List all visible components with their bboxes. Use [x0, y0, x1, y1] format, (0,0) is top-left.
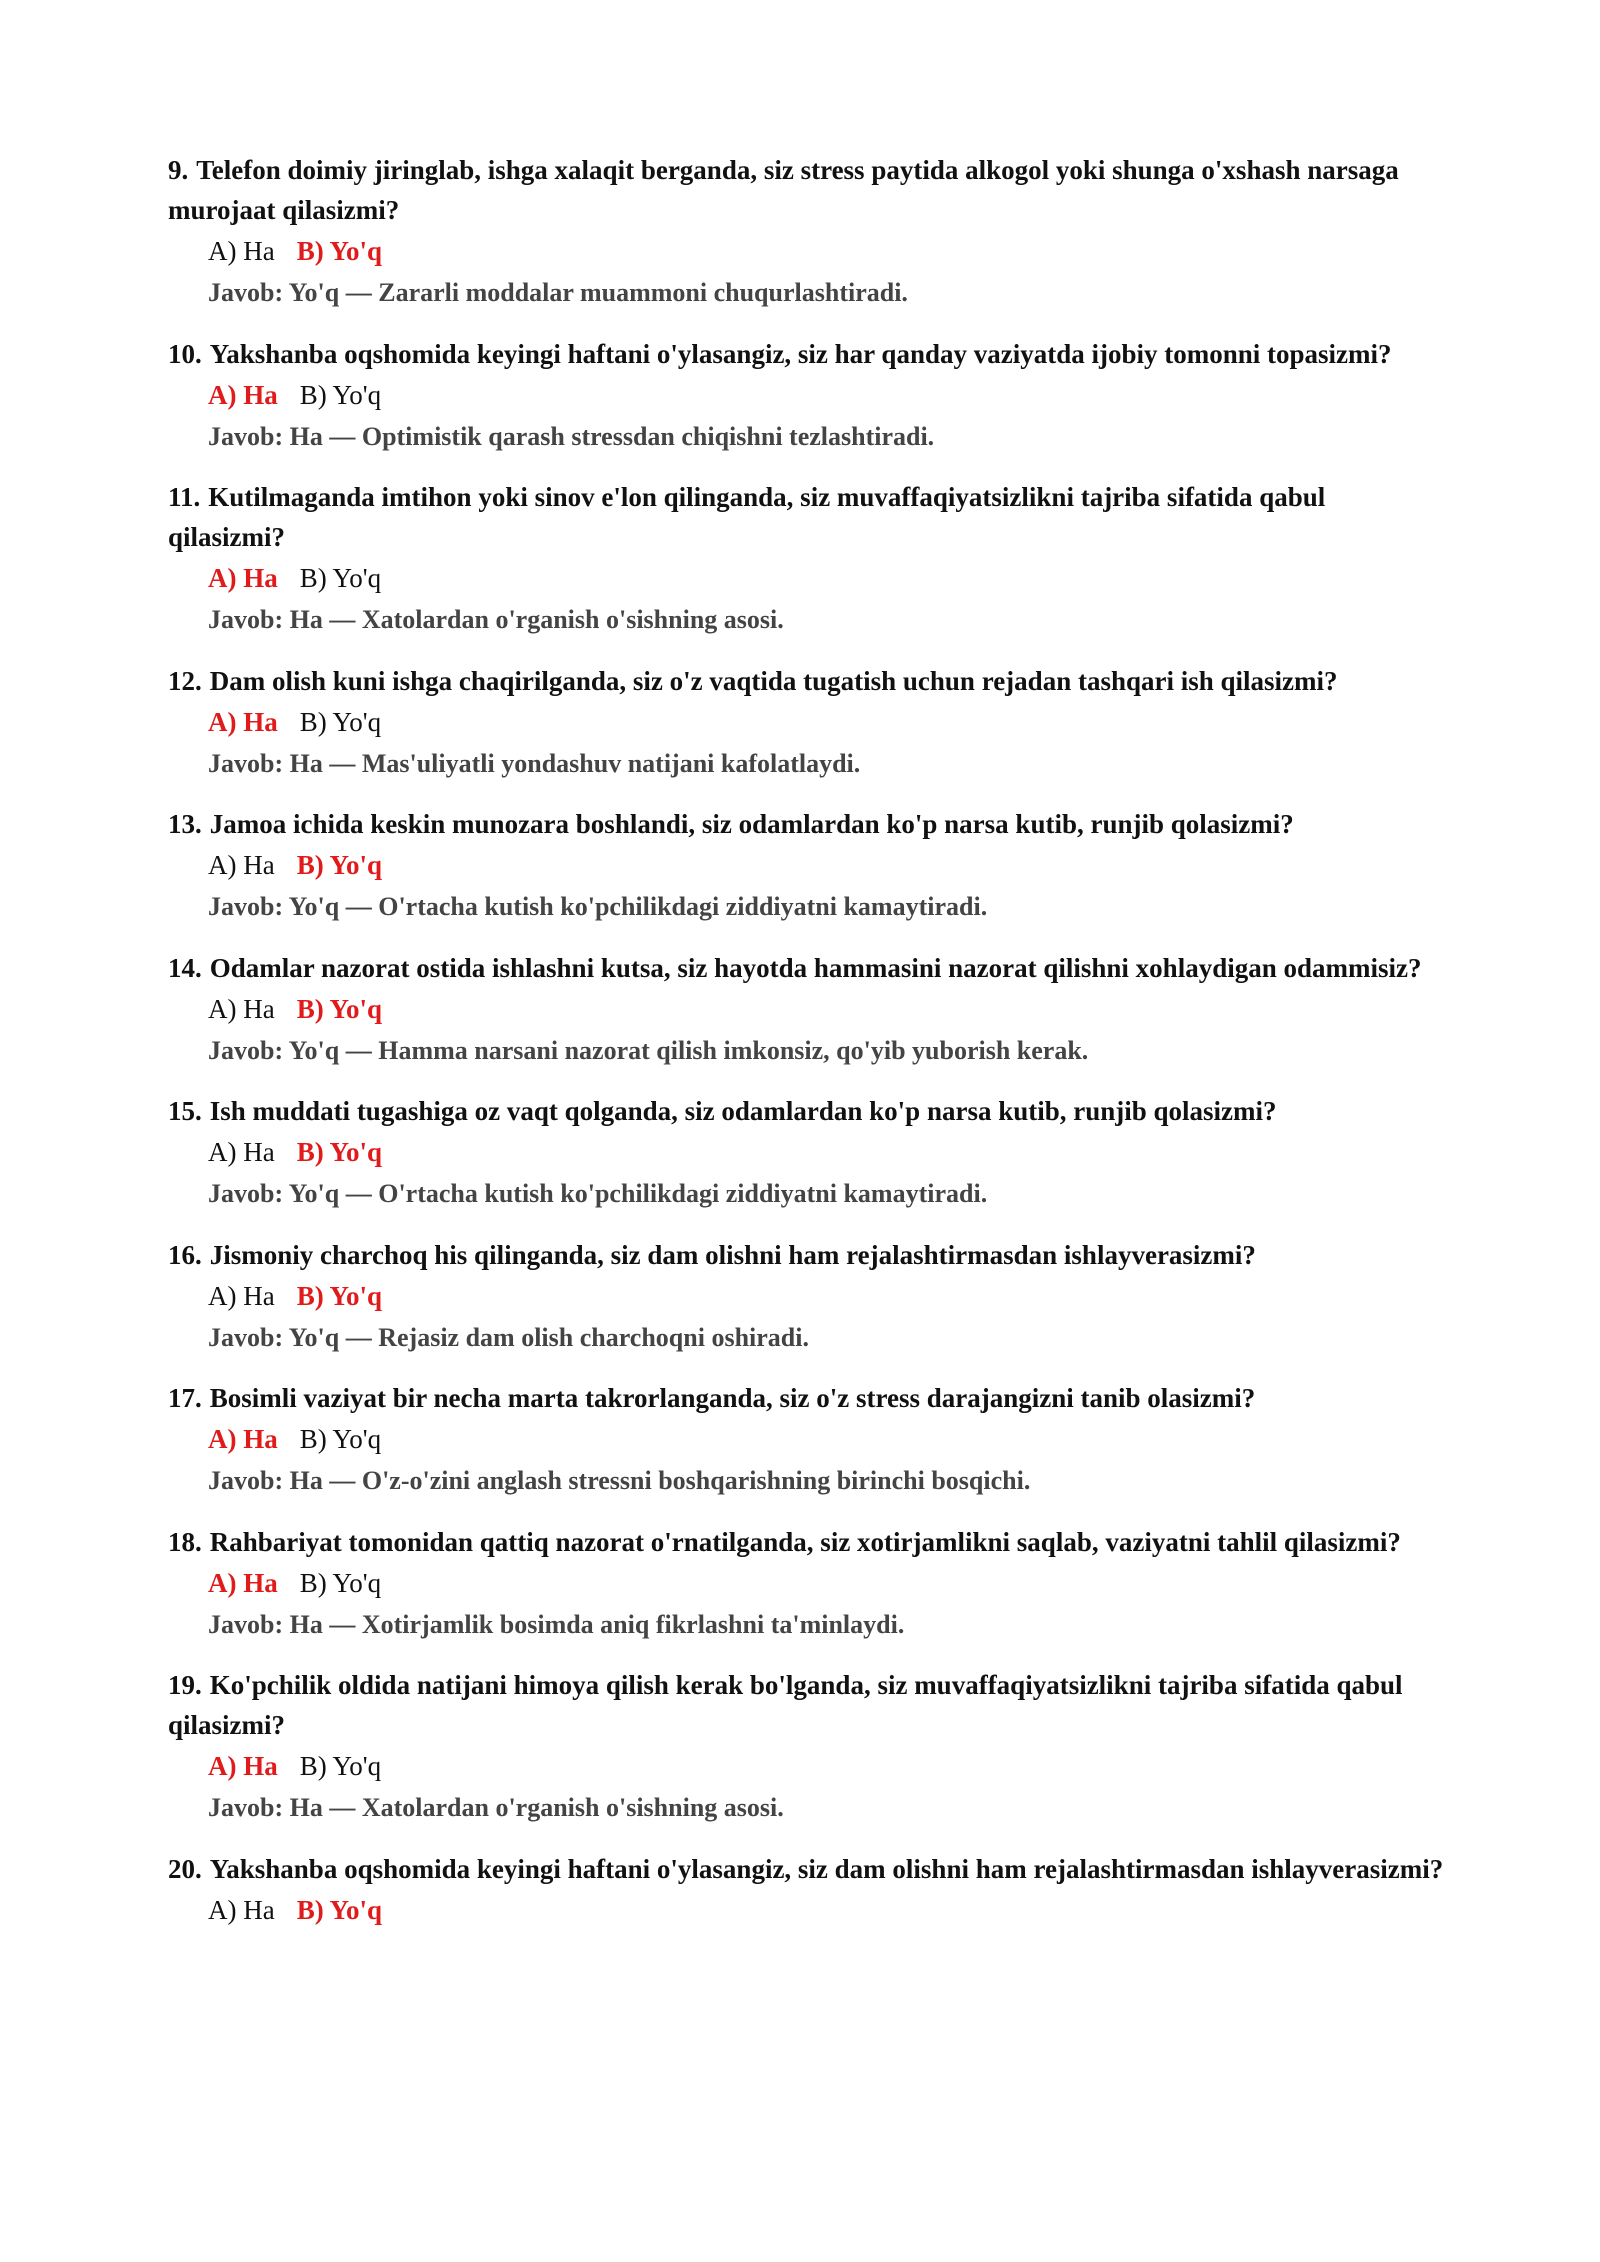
option-a: A) Ha [208, 1894, 275, 1925]
option-a: A) Ha [208, 1567, 278, 1598]
answer-explanation: Javob: Ha — Optimistik qarash stressdan chiqishni tezlashtiradi. [208, 421, 935, 451]
answer-options [208, 374, 1448, 416]
answer-explanation: Javob: Yo'q — Zararli moddalar muammoni chuqurlashtiradi. [208, 278, 908, 307]
question-body: Yakshanba oqshomida keyingi haftani o'ylasangiz, siz dam olishni ham rejalashtirmasdan ishlayverasizmi? [209, 1853, 1444, 1884]
answer-explanation: Javob: Yo'q — Rejasiz dam olish charchoqni oshiradi. [208, 1322, 809, 1352]
document-page [168, 150, 1448, 1950]
question-text [168, 1378, 1448, 1418]
question-number: 11. [168, 482, 201, 512]
question-number: 10. [168, 338, 202, 369]
question-text [168, 1091, 1448, 1131]
question-text [168, 1665, 1448, 1745]
question-body: Ish muddati tugashiga oz vaqt qolganda, siz odamlardan ko'p narsa kutib, runjib qolasizmi? [209, 1096, 1277, 1126]
question-number: 15. [168, 1096, 202, 1126]
answer-options [208, 1745, 1448, 1787]
option-b: B) Yo'q [299, 563, 382, 593]
option-b: B) Yo'q [299, 1567, 382, 1598]
option-b: B) Yo'q [296, 1137, 383, 1167]
question-block [168, 150, 1448, 314]
option-b: B) Yo'q [296, 850, 383, 880]
answer-explanation: Javob: Yo'q — Hamma narsani nazorat qilish imkonsiz, qo'yib yuborish kerak. [208, 1035, 1089, 1065]
question-body: Yakshanba oqshomida keyingi haftani o'ylasangiz, siz har qanday vaziyatda ijobiy tomonni topasizmi? [209, 338, 1392, 369]
question-body: Dam olish kuni ishga chaqirilganda, siz o'z vaqtida tugatish uchun rejadan tashqari ish qilasizmi? [209, 665, 1338, 696]
question-number: 16. [168, 1239, 202, 1270]
answer-explanation: Javob: Yo'q — O'rtacha kutish ko'pchilikdagi ziddiyatni kamaytiradi. [208, 892, 988, 921]
option-b: B) Yo'q [296, 1280, 383, 1311]
question-number: 20. [168, 1853, 202, 1884]
question-text [168, 1235, 1448, 1275]
question-text [168, 477, 1448, 557]
option-a: A) Ha [208, 1137, 275, 1167]
answer-explanation: Javob: Yo'q — O'rtacha kutish ko'pchilikdagi ziddiyatni kamaytiradi. [208, 1179, 988, 1208]
answer-options [208, 230, 1448, 272]
answer-options [208, 701, 1448, 743]
question-body: Jamoa ichida keskin munozara boshlandi, siz odamlardan ko'p narsa kutib, runjib qolasizmi? [209, 809, 1294, 839]
option-b: B) Yo'q [299, 1424, 382, 1454]
question-block [168, 1665, 1448, 1829]
option-b: B) Yo'q [296, 993, 383, 1024]
option-a: A) Ha [208, 850, 275, 880]
question-body: Jismoniy charchoq his qilinganda, siz dam olishni ham rejalashtirmasdan ishlayverasizmi? [209, 1239, 1256, 1270]
answer-options [208, 1131, 1448, 1173]
option-b: B) Yo'q [299, 1751, 382, 1781]
question-body: Telefon doimiy jiringlab, ishga xalaqit berganda, siz stress paytida alkogol yoki shunga o'xshash narsaga murojaat qilasizmi? [168, 155, 1399, 225]
answer-options [208, 1275, 1448, 1317]
answer-explanation: Javob: Ha — Xatolardan o'rganish o'sishning asosi. [208, 1793, 784, 1822]
answer-explanation: Javob: Ha — O'z-o'zini anglash stressni boshqarishning birinchi bosqichi. [208, 1466, 1031, 1495]
option-a: A) Ha [208, 1751, 278, 1781]
question-block [168, 477, 1448, 641]
question-block [168, 1522, 1448, 1646]
answer-explanation: Javob: Ha — Mas'uliyatli yondashuv natijani kafolatlaydi. [208, 748, 861, 778]
option-a: A) Ha [208, 1280, 275, 1311]
question-block [168, 1091, 1448, 1215]
question-body: Ko'pchilik oldida natijani himoya qilish kerak bo'lganda, siz muvaffaqiyatsizlikni tajriba sifatida qabul qilasizmi? [168, 1670, 1403, 1740]
question-text [168, 948, 1448, 988]
question-number: 17. [168, 1383, 202, 1413]
question-block [168, 1235, 1448, 1359]
question-block [168, 804, 1448, 928]
question-text [168, 661, 1448, 701]
question-block [168, 661, 1448, 785]
answer-explanation: Javob: Ha — Xotirjamlik bosimda aniq fikrlashni ta'minlaydi. [208, 1609, 905, 1639]
question-number: 9. [168, 155, 189, 185]
option-b: B) Yo'q [299, 706, 382, 737]
question-number: 14. [168, 952, 202, 983]
answer-options [208, 1562, 1448, 1604]
answer-options [208, 1418, 1448, 1460]
option-a: A) Ha [208, 706, 278, 737]
question-body: Odamlar nazorat ostida ishlashni kutsa, siz hayotda hammasini nazorat qilishni xohlaydigan odammisiz? [209, 952, 1422, 983]
option-b: B) Yo'q [296, 236, 383, 266]
answer-options [208, 844, 1448, 886]
question-text [168, 1522, 1448, 1562]
question-number: 19. [168, 1670, 202, 1700]
option-b: B) Yo'q [299, 379, 382, 410]
question-text [168, 334, 1448, 374]
question-block [168, 334, 1448, 458]
option-a: A) Ha [208, 993, 275, 1024]
answer-explanation: Javob: Ha — Xatolardan o'rganish o'sishning asosi. [208, 605, 784, 634]
question-text [168, 804, 1448, 844]
option-a: A) Ha [208, 1424, 278, 1454]
answer-options [208, 557, 1448, 599]
question-number: 13. [168, 809, 202, 839]
question-text [168, 150, 1448, 230]
answer-options [208, 1889, 1448, 1931]
question-body: Rahbariyat tomonidan qattiq nazorat o'rnatilganda, siz xotirjamlikni saqlab, vaziyatni tahlil qilasizmi? [209, 1526, 1401, 1557]
question-body: Bosimli vaziyat bir necha marta takrorlanganda, siz o'z stress darajangizni tanib olasizmi? [209, 1383, 1256, 1413]
question-block [168, 1849, 1448, 1931]
option-a: A) Ha [208, 236, 275, 266]
question-block [168, 948, 1448, 1072]
option-a: A) Ha [208, 563, 278, 593]
question-text [168, 1849, 1448, 1889]
answer-options [208, 988, 1448, 1030]
question-number: 12. [168, 665, 202, 696]
option-a: A) Ha [208, 379, 278, 410]
option-b: B) Yo'q [296, 1894, 383, 1925]
question-body: Kutilmaganda imtihon yoki sinov e'lon qilinganda, siz muvaffaqiyatsizlikni tajriba sifatida qabul qilasizmi? [168, 482, 1326, 552]
question-block [168, 1378, 1448, 1502]
question-number: 18. [168, 1526, 202, 1557]
